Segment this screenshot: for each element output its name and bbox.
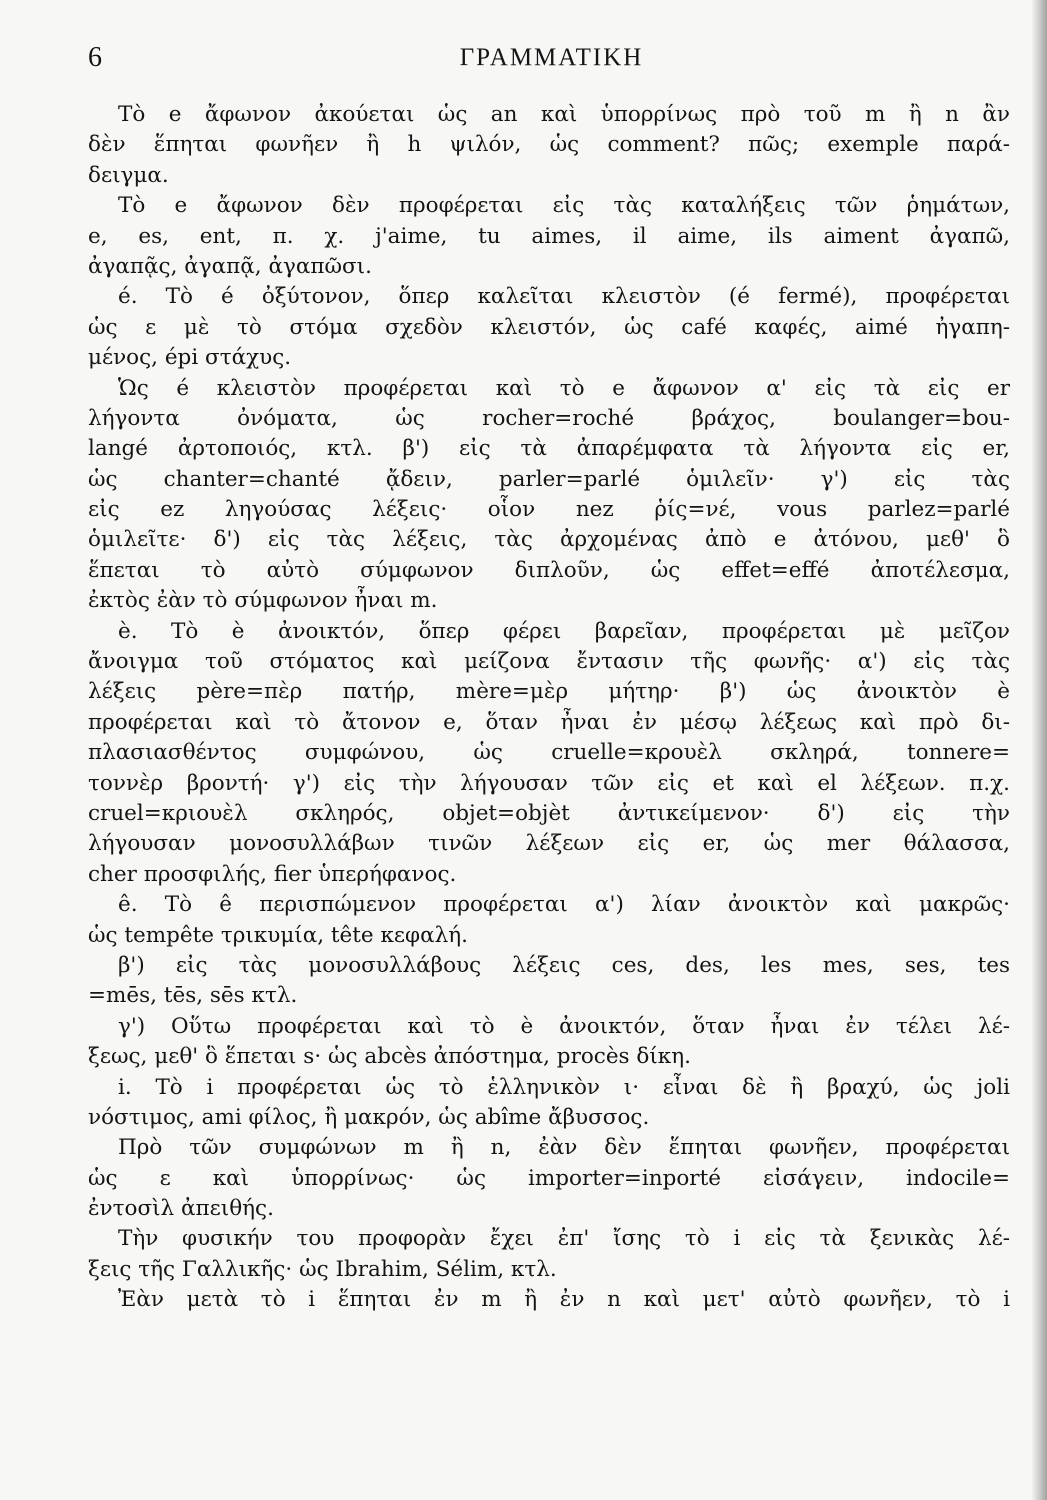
text-line: ἐκτὸς ἐὰν τὸ σύμφωνον ἦναι m.	[88, 588, 438, 614]
text-line: é. Τὸ é ὀξύτονον, ὅπερ καλεῖται κλειστὸν (é fermé), προφέρεται	[118, 284, 1010, 310]
text-line: εἰς ez ληγούσας λέξεις· οἷον nez ῥίς=νέ, vous parlez=parlé	[88, 497, 1010, 523]
text-line: ὁμιλεῖτε· δ') εἰς τὰς λέξεις, τὰς ἀρχομένας ἀπὸ e ἀτόνου, μεθ' ὃ	[88, 527, 1010, 553]
text-line: ξεις τῆς Γαλλικῆς· ὡς Ibrahim, Sélim, κτλ.	[88, 1256, 557, 1282]
text-line: δειγμα.	[88, 162, 169, 188]
text-line: β') εἰς τὰς μονοσυλλάβους λέξεις ces, des, les mes, ses, tes	[118, 952, 1010, 978]
page-edge-shadow	[1031, 0, 1047, 1500]
text-line: ἀγαπᾷς, ἀγαπᾷ, ἀγαπῶσι.	[88, 253, 372, 279]
text-line: Τὸ e ἄφωνον ἀκούεται ὡς an καὶ ὑπορρίνως πρὸ τοῦ m ἢ n ἂν	[118, 102, 1010, 127]
page-body-text	[88, 100, 1010, 1316]
text-line: λέξεις père=πὲρ πατήρ, mère=μὲρ μήτηρ· β') ὡς ἀνοικτὸν è	[88, 679, 1010, 705]
text-line: ὡς ε μὲ τὸ στόμα σχεδὸν κλειστόν, ὡς café καφές, aimé ἠγαπη-	[88, 314, 1010, 340]
text-line: προφέρεται καὶ τὸ ἄτονον e, ὅταν ἦναι ἐν μέσῳ λέξεως καὶ πρὸ δι-	[88, 709, 1010, 735]
text-line: Τὴν φυσικήν του προφορὰν ἔχει ἐπ' ἴσης τὸ i εἰς τὰ ξενικὰς λέ-	[118, 1226, 1010, 1252]
text-line: è. Τὸ è ἀνοικτόν, ὅπερ φέρει βαρεῖαν, προφέρεται μὲ μεῖζον	[118, 618, 1010, 644]
text-line: νόστιμος, ami φίλος, ἢ μακρόν, ὡς abîme ἄβυσσος.	[88, 1104, 650, 1130]
text-line: Τὸ e ἄφωνον δὲν προφέρεται εἰς τὰς καταλήξεις τῶν ῥημάτων,	[118, 193, 1010, 219]
page-header	[88, 42, 1015, 82]
text-line: ὡς chanter=chanté ᾄδειν, parler=parlé ὁμιλεῖν· γ') εἰς τὰς	[88, 466, 1010, 492]
text-line: =mēs, tēs, sēs κτλ.	[88, 983, 298, 1009]
text-line: λήγοντα ὀνόματα, ὡς rocher=roché βράχος, boulanger=bou-	[88, 405, 1010, 431]
text-line: e, es, ent, π. χ. j'aime, tu aimes, il aime, ils aiment ἀγαπῶ,	[88, 223, 1010, 249]
running-title: ΓΡΑΜΜΑΤΙΚΗ	[459, 44, 644, 71]
text-line: ἕπεται τὸ αὐτὸ σύμφωνον διπλοῦν, ὡς effet=effé ἀποτέλεσμα,	[88, 557, 1010, 583]
text-line: Πρὸ τῶν συμφώνων m ἢ n, ἐὰν δὲν ἕπηται φωνῆεν, προφέρεται	[118, 1135, 1010, 1161]
text-line: ê. Τὸ ê περισπώμενον προφέρεται α') λίαν ἀνοικτὸν καὶ μακρῶς·	[118, 892, 1010, 918]
text-line: ἄνοιγμα τοῦ στόματος καὶ μείζονα ἔντασιν τῆς φωνῆς· α') εἰς τὰς	[88, 649, 1010, 675]
text-line: πλασιασθέντος συμφώνου, ὡς cruelle=κρουὲλ σκληρά, tonnere=	[88, 740, 1010, 766]
page-number: 6	[88, 42, 102, 73]
text-line: ξεως, μεθ' ὃ ἕπεται s· ὡς abcès ἀπόστημα, procès δίκη.	[88, 1044, 691, 1070]
text-line: Ὡς é κλειστὸν προφέρεται καὶ τὸ e ἄφωνον α' εἰς τὰ εἰς er	[118, 375, 1010, 401]
text-line: ἐντοσὶλ ἀπειθής.	[88, 1196, 274, 1222]
text-line: μένος, épi στάχυς.	[88, 345, 292, 371]
text-line: τοννὲρ βροντή· γ') εἰς τὴν λήγουσαν τῶν εἰς et καὶ el λέξεων. π.χ.	[88, 770, 1010, 796]
text-line: langé ἀρτοποιός, κτλ. β') εἰς τὰ ἀπαρέμφατα τὰ λήγοντα εἰς er,	[88, 436, 1010, 462]
text-line: cruel=κριουὲλ σκληρός, objet=objèt ἀντικείμενον· δ') εἰς τὴν	[88, 800, 1010, 826]
text-line: δὲν ἕπηται φωνῆεν ἢ h ψιλόν, ὡς comment? πῶς; exemple παρά-	[88, 132, 1010, 158]
text-line: ὡς ε καὶ ὑπορρίνως· ὡς importer=inporté εἰσάγειν, indocile=	[88, 1165, 1010, 1191]
text-line: Ἐὰν μετὰ τὸ i ἕπηται ἐν m ἢ ἐν n καὶ μετ' αὐτὸ φωνῆεν, τὸ i	[118, 1287, 1010, 1313]
text-line: i. Τὸ i προφέρεται ὡς τὸ ἑλληνικὸν ι· εἶναι δὲ ἢ βραχύ, ὡς joli	[118, 1074, 1010, 1100]
text-line: λήγουσαν μονοσυλλάβων τινῶν λέξεων εἰς er, ὡς mer θάλασσα,	[88, 831, 1010, 857]
text-line: γ') Οὕτω προφέρεται καὶ τὸ è ἀνοικτόν, ὅταν ἦναι ἐν τέλει λέ-	[118, 1013, 1010, 1039]
text-line: ὡς tempête τρικυμία, tête κεφαλή.	[88, 922, 468, 948]
text-line: cher προσφιλής, fier ὑπερήφανος.	[88, 861, 457, 887]
